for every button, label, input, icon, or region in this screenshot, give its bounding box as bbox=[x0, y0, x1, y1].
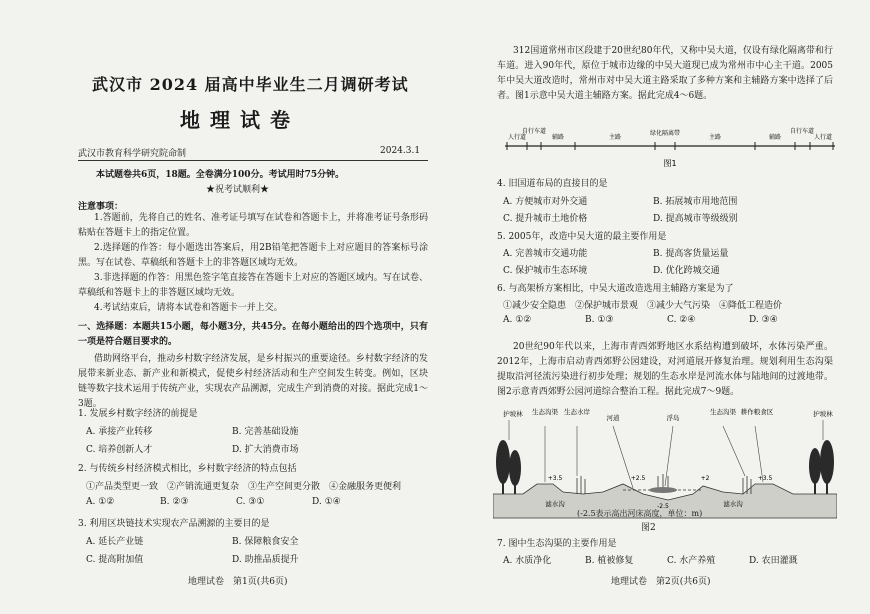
q1-stem: 1. 发展乡村数字经济的前提是 bbox=[78, 409, 198, 419]
fig2-filter-ditch-right: 滤水沟 bbox=[723, 500, 743, 508]
exam-title: 武汉市 2024 届高中毕业生二月调研考试 bbox=[92, 75, 409, 94]
q3-option-a: A. 延长产业链 bbox=[86, 537, 144, 547]
exam-info: 本试题卷共6页，18题。全卷满分100分。考试用时75分钟。 bbox=[96, 170, 345, 180]
fig2-label-floating-island: 浮岛 bbox=[666, 414, 680, 422]
q3-stem: 3. 利用区块链技术实现农产品溯源的主要目的是 bbox=[78, 519, 270, 529]
q1-option-b: B. 完善基础设施 bbox=[232, 427, 299, 437]
q5-stem: 5. 2005年，改造中吴大道的最主要作用是 bbox=[497, 232, 667, 242]
q5-option-b: B. 提高客货量运量 bbox=[653, 249, 729, 259]
q6-option-a: A. ①② bbox=[503, 315, 532, 325]
q2-stem: 2. 与传统乡村经济模式相比，乡村数字经济的特点包括 bbox=[78, 464, 297, 474]
fig2-label-protective-forest-left: 护坡林 bbox=[503, 410, 523, 418]
fig2-elevation-5: +2 bbox=[700, 475, 710, 482]
q2-option-c: C. ③① bbox=[236, 497, 265, 507]
q5-option-a: A. 完善城市交通功能 bbox=[503, 249, 588, 259]
q3-option-d: D. 助推品质提升 bbox=[232, 555, 299, 565]
fig2-label-river: 河道 bbox=[606, 414, 620, 422]
q2-option-b: B. ②③ bbox=[160, 497, 189, 507]
fig2-elevation-1: +3.5 bbox=[547, 475, 563, 482]
q2-option-a: A. ①② bbox=[86, 497, 115, 507]
fig2-elevation-4: -2.5 bbox=[657, 503, 669, 510]
figure-1-road-diagram bbox=[505, 124, 835, 170]
right-forest bbox=[809, 440, 834, 494]
q1-option-a: A. 承接产业转移 bbox=[86, 427, 153, 437]
q2-option-d: D. ①④ bbox=[312, 497, 341, 507]
fig1-label-main-right: 主路 bbox=[708, 134, 722, 141]
fig1-label-aux-left: 辅路 bbox=[551, 134, 565, 141]
issuer: 武汉市教育科学研究院命制 bbox=[78, 149, 187, 159]
q7-option-d: D. 农田灌溉 bbox=[749, 556, 798, 566]
q1-option-c: C. 培养创新人才 bbox=[86, 445, 153, 455]
q4-option-b: B. 拓展城市用地范围 bbox=[653, 197, 738, 207]
q3-option-c: C. 提高附加值 bbox=[86, 555, 144, 565]
fig2-note: (-2.5表示高出河床高度，单位：m) bbox=[577, 509, 703, 518]
page-2 bbox=[435, 0, 870, 614]
fig2-elevation-2: +2.5 bbox=[630, 475, 646, 482]
fig1-label-sidewalk-left: 人行道 bbox=[507, 134, 527, 141]
q2-items: ①产品类型更一致 ②产销流通更复杂 ③生产空间更分散 ④金融服务更便利 bbox=[86, 482, 402, 492]
q6-option-b: B. ①③ bbox=[585, 315, 614, 325]
fig2-filter-ditch-left: 滤水沟 bbox=[545, 500, 565, 508]
fig1-caption: 图1 bbox=[663, 159, 677, 168]
fig2-elevation-3: +3.5 bbox=[757, 475, 773, 482]
q5-option-d: D. 优化跨城交通 bbox=[653, 266, 720, 276]
fig2-label-eco-ditch-left: 生态沟渠 bbox=[532, 408, 558, 416]
note-3: 3.非选择题的作答：用黑色签字笔直接答在答题卡上对应的答题区域内。写在试卷、草稿纸和答题卡上的非答题区域均无效。 bbox=[78, 273, 428, 298]
subject-title: 地理试卷 bbox=[180, 108, 300, 132]
fig1-label-sidewalk-right: 人行道 bbox=[813, 134, 833, 141]
fig2-label-protective-forest-right: 护坡林 bbox=[813, 410, 833, 418]
q4-stem: 4. 旧国道布局的直接目的是 bbox=[497, 179, 608, 189]
page-1-footer: 地理试卷 第1页(共6页) bbox=[188, 577, 288, 587]
notes-title: 注意事项： bbox=[78, 202, 124, 212]
fig2-caption: 图2 bbox=[641, 523, 656, 533]
q3-option-b: B. 保障粮食安全 bbox=[232, 537, 299, 547]
divider bbox=[78, 160, 428, 161]
wish-text: ★祝考试顺利★ bbox=[206, 185, 270, 195]
q6-items: ①减少安全隐患 ②保护城市景观 ③减少大气污染 ④降低工程造价 bbox=[503, 301, 783, 311]
note-2: 2.选择题的作答：每小题选出答案后，用2B铅笔把答题卡上对应题目的答案标号涂黑。写在试卷、草稿纸和答题卡上的非答题区域均无效。 bbox=[78, 243, 428, 268]
fig1-label-main-left: 主路 bbox=[608, 134, 622, 141]
q4-option-d: D. 提高城市等级级别 bbox=[653, 214, 738, 224]
passage-1-3: 借助网络平台，推动乡村数字经济发展，是乡村振兴的重要途径。乡村数字经济的发展带来新业态、新产业和新模式，促使乡村经济活动和生产空间发生转变。例如，区块链等数字技术运用于传统产业，实现农产品溯源，完成生产到消费的对接。据此完成1～3题。 bbox=[78, 354, 428, 409]
fig1-label-median: 绿化隔离带 bbox=[649, 130, 681, 137]
floating-island bbox=[649, 487, 677, 493]
fig2-label-farmland: 耕作粮食区 bbox=[740, 408, 774, 416]
fig1-label-aux-right: 辅路 bbox=[768, 134, 782, 141]
q7-stem: 7. 图中生态沟渠的主要作用是 bbox=[497, 539, 617, 549]
fig1-label-bikelane-left: 自行车道 bbox=[521, 128, 547, 135]
q1-option-d: D. 扩大消费市场 bbox=[232, 445, 299, 455]
q4-option-c: C. 提升城市土地价格 bbox=[503, 214, 588, 224]
q7-option-a: A. 水质净化 bbox=[503, 556, 552, 566]
q6-option-c: C. ②④ bbox=[667, 315, 696, 325]
section-heading: 一、选择题：本题共15小题，每小题3分，共45分。在每小题给出的四个选项中，只有一项是符合题目要求的。 bbox=[78, 322, 428, 347]
q6-option-d: D. ③④ bbox=[749, 315, 778, 325]
q5-option-c: C. 保护城市生态环境 bbox=[503, 266, 588, 276]
q7-option-c: C. 水产养殖 bbox=[667, 556, 716, 566]
fig1-label-bikelane-right: 自行车道 bbox=[789, 128, 815, 135]
exam-date: 2024.3.1 bbox=[380, 146, 421, 156]
q7-option-b: B. 植被修复 bbox=[585, 556, 634, 566]
passage-4-6: 312国道常州市区段建于20世纪80年代，又称中吴大道，仅设有绿化隔离带和行车道。进入90年代，原位于城市边缘的中吴大道现已成为常州市中心主干道。2005年中吴大道改造时，常州市对中吴大道主路采取了多种方案和主辅路方案中选择了后者。图1示意中吴大道主辅路方案。据此完成4～6题。 bbox=[497, 46, 833, 101]
q6-stem: 6. 与高架桥方案相比，中吴大道改造选用主辅路方案是为了 bbox=[497, 284, 734, 294]
q4-option-a: A. 方便城市对外交通 bbox=[503, 197, 588, 207]
passage-7-9: 20世纪90年代以来，上海市青西郊野地区水系结构遭到破坏，水体污染严重。2012年，上海市启动青西郊野公园建设，对河道展开修复治理。规划利用生态沟渠提取沿河径流污染进行初步处理；规划的生态水岸是河流水体与陆地间的过渡地带。图2示意青西郊野公园河道综合整治工程。据此完成7～9题。 bbox=[497, 342, 833, 397]
note-1: 1.答题前，先将自己的姓名、准考证号填写在试卷和答题卡上，并将准考证号条形码粘贴在答题卡上的指定位置。 bbox=[78, 213, 428, 238]
fig2-label-eco-bank: 生态水岸 bbox=[564, 408, 590, 416]
page-2-footer: 地理试卷 第2页(共6页) bbox=[611, 577, 711, 587]
left-forest bbox=[496, 440, 521, 494]
fig2-label-eco-ditch-right: 生态沟渠 bbox=[710, 408, 736, 416]
note-4: 4.考试结束后，请将本试卷和答题卡一并上交。 bbox=[94, 303, 283, 313]
